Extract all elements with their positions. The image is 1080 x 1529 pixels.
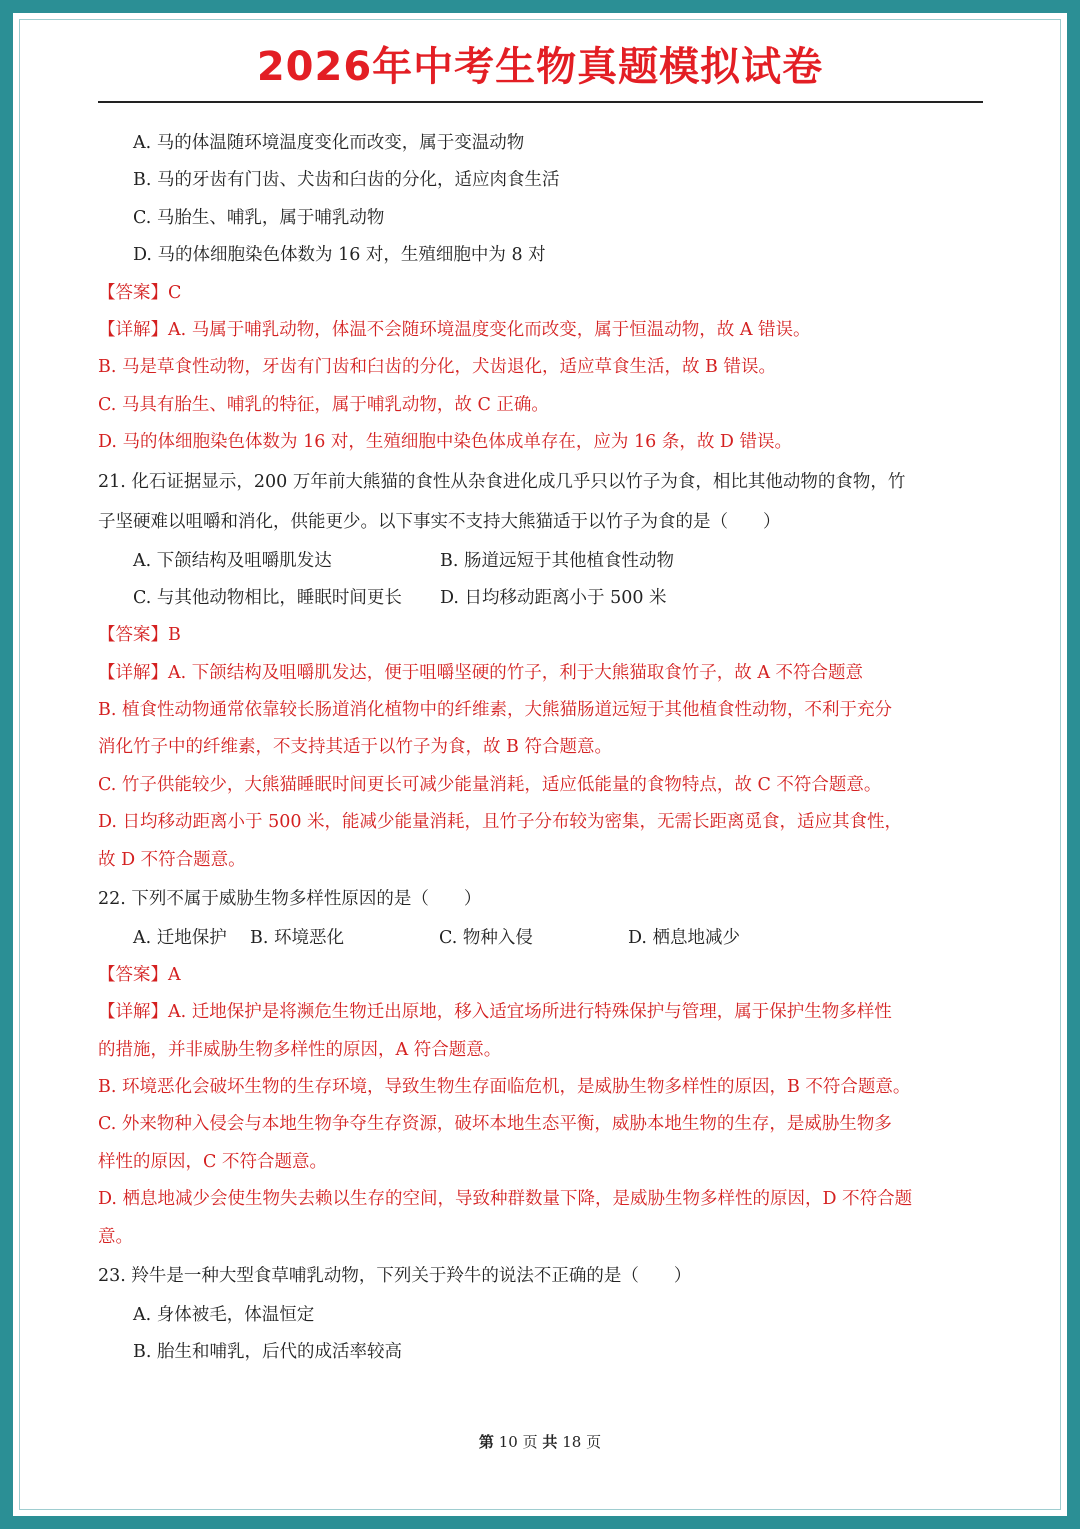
q21-stem-line-1: 21. 化石证据显示，200 万年前大熊猫的食性从杂食进化成几乎只以竹子为食，相比其他动物的食物，竹 <box>98 471 906 492</box>
q20-option-d: D. 马的体细胞染色体数为 16 对，生殖细胞中为 8 对 <box>133 245 546 266</box>
footer-page-unit: 页 <box>522 1433 538 1451</box>
footer-pre: 第 <box>478 1433 494 1451</box>
q21-explanation-d-line-2: 故 D 不符合题意。 <box>98 849 246 870</box>
q22-option-d: D. 栖息地减少 <box>628 927 741 948</box>
q23-stem: 23. 羚牛是一种大型食草哺乳动物，下列关于羚牛的说法不正确的是（ ） <box>98 1266 692 1287</box>
q21-explanation-b-line-1: B. 植食性动物通常依靠较长肠道消化植物中的纤维素，大熊猫肠道远短于其他植食性动物，不利于充分 <box>98 700 892 721</box>
q21-explanation-d-line-1: D. 日均移动距离小于 500 米，能减少能量消耗，且竹子分布较为密集，无需长距离觅食，适应其食性， <box>98 812 903 833</box>
footer-total-label: 共 <box>542 1433 558 1451</box>
q22-answer: 【答案】A <box>98 964 181 985</box>
q20-explanation-c: C. 马具有胎生、哺乳的特征，属于哺乳动物，故 C 正确。 <box>98 394 549 415</box>
q22-option-b: B. 环境恶化 <box>250 927 344 948</box>
q22-stem: 22. 下列不属于威胁生物多样性原因的是（ ） <box>98 889 482 910</box>
q21-options-row-1 <box>98 543 988 580</box>
q22-explanation-c-line-2: 样性的原因，C 不符合题意。 <box>98 1151 327 1172</box>
q21-explanation-b-line-2: 消化竹子中的纤维素，不支持其适于以竹子为食，故 B 符合题意。 <box>98 737 612 758</box>
q22-explanation-b: B. 环境恶化会破坏生物的生存环境，导致生物生存面临危机，是威胁生物多样性的原因，B 不符合题意。 <box>98 1077 911 1098</box>
q21-option-d: D. 日均移动距离小于 500 米 <box>440 587 667 608</box>
q21-explanation-c: C. 竹子供能较少，大熊猫睡眠时间更长可减少能量消耗，适应低能量的食物特点，故 C 不符合题意。 <box>98 774 882 795</box>
q21-options-row-2 <box>98 580 988 617</box>
q20-explanation-b: B. 马是草食性动物，牙齿有门齿和臼齿的分化，犬齿退化，适应草食生活，故 B 错误。 <box>98 357 776 378</box>
q23-option-a: A. 身体被毛，体温恒定 <box>133 1304 315 1325</box>
footer-post: 页 <box>586 1433 602 1451</box>
q21-stem-line-2: 子坚硬难以咀嚼和消化，供能更少。以下事实不支持大熊猫适于以竹子为食的是（ ） <box>98 512 781 533</box>
q21-answer: 【答案】B <box>98 625 181 646</box>
header-rule <box>98 101 983 103</box>
q21-option-a: A. 下颌结构及咀嚼肌发达 <box>133 550 332 571</box>
q20-option-c: C. 马胎生、哺乳，属于哺乳动物 <box>133 207 385 228</box>
page-title: 2026年中考生物真题模拟试卷 <box>256 44 824 90</box>
document-body <box>98 125 988 1371</box>
page-footer <box>13 1431 1067 1452</box>
q20-explanation-a: 【详解】A. 马属于哺乳动物，体温不会随环境温度变化而改变，属于恒温动物，故 A 错误。 <box>98 319 811 340</box>
q22-explanation-d-line-2: 意。 <box>98 1226 133 1247</box>
footer-total-pages: 18 <box>562 1433 582 1451</box>
footer-page-number: 10 <box>498 1433 518 1451</box>
q20-answer: 【答案】C <box>98 282 182 303</box>
q22-option-c: C. 物种入侵 <box>439 927 533 948</box>
q20-option-a: A. 马的体温随环境温度变化而改变，属于变温动物 <box>133 133 525 153</box>
q20-explanation-d: D. 马的体细胞染色体数为 16 对，生殖细胞中染色体成单存在，应为 16 条，故 D 错误。 <box>98 432 792 453</box>
q22-option-a: A. 迁地保护 <box>133 927 227 948</box>
q22-explanation-a-line-1: 【详解】A. 迁地保护是将濒危生物迁出原地，移入适宜场所进行特殊保护与管理，属于保护生物多样性 <box>98 1002 892 1023</box>
q23-option-b: B. 胎生和哺乳，后代的成活率较高 <box>133 1341 402 1362</box>
q22-options-row <box>98 920 988 957</box>
q22-explanation-d-line-1: D. 栖息地减少会使生物失去赖以生存的空间，导致种群数量下降，是威胁生物多样性的原因，D 不符合题 <box>98 1189 913 1210</box>
q21-explanation-a: 【详解】A. 下颌结构及咀嚼肌发达，便于咀嚼坚硬的竹子，利于大熊猫取食竹子，故 A 不符合题意 <box>98 662 864 683</box>
q20-option-b: B. 马的牙齿有门齿、犬齿和臼齿的分化，适应肉食生活 <box>133 170 560 191</box>
q22-explanation-a-line-2: 的措施，并非威胁生物多样性的原因，A 符合题意。 <box>98 1039 502 1060</box>
q21-option-b: B. 肠道远短于其他植食性动物 <box>440 550 674 571</box>
q21-option-c: C. 与其他动物相比，睡眠时间更长 <box>133 587 402 608</box>
q22-explanation-c-line-1: C. 外来物种入侵会与本地生物争夺生存资源，破坏本地生态平衡，威胁本地生物的生存，是威胁生物多 <box>98 1114 892 1135</box>
